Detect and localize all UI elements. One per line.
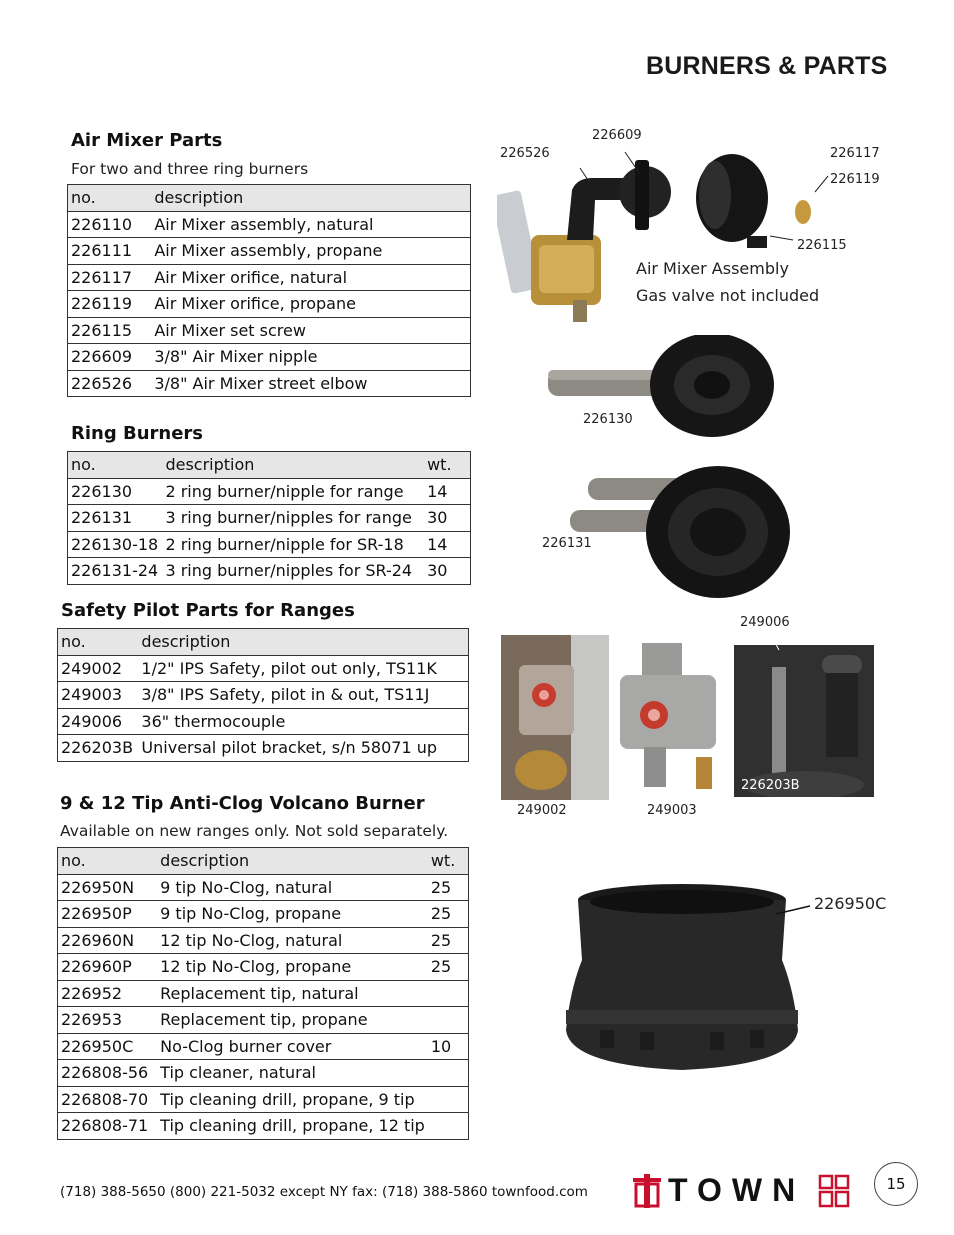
table-header-row [68, 185, 471, 212]
table-cell: 9 tip No-Clog, propane [157, 901, 428, 928]
table-cell: 226609 [68, 344, 152, 371]
safety-pilot-table [57, 628, 469, 762]
table-cell: No-Clog burner cover [157, 1033, 428, 1060]
table-cell: 2 ring burner/nipple for SR-18 [162, 531, 424, 558]
table-row [68, 317, 471, 344]
footer-contact: (718) 388-5650 (800) 221-5032 except NY fax: (718) 388-5860 townfood.com [60, 1184, 588, 1200]
table-cell: Air Mixer assembly, propane [151, 238, 470, 265]
page-title: BURNERS & PARTS [646, 52, 888, 80]
safety-249002-image [501, 635, 609, 800]
table-cell [428, 1086, 469, 1113]
caption-226526: 226526 [500, 146, 550, 161]
table-row [58, 1086, 469, 1113]
table-cell: 226950P [58, 901, 158, 928]
table-row [58, 1033, 469, 1060]
caption-226115: 226115 [797, 238, 847, 253]
table-header-cell: no. [68, 185, 152, 212]
table-row [58, 927, 469, 954]
table-cell: Air Mixer assembly, natural [151, 211, 470, 238]
caption-249003: 249003 [647, 803, 697, 818]
table-cell: 226526 [68, 370, 152, 397]
table-header-row [68, 452, 471, 479]
table-cell: 36" thermocouple [138, 708, 468, 735]
table-cell: 226950C [58, 1033, 158, 1060]
table-row [58, 682, 469, 709]
table-cell: 25 [428, 901, 469, 928]
table-cell: 226960N [58, 927, 158, 954]
table-cell [428, 980, 469, 1007]
table-cell: 10 [428, 1033, 469, 1060]
table-cell: Tip cleaning drill, propane, 9 tip [157, 1086, 428, 1113]
table-cell: Tip cleaner, natural [157, 1060, 428, 1087]
table-header-row [58, 629, 469, 656]
table-cell: 226960P [58, 954, 158, 981]
table-cell: 226952 [58, 980, 158, 1007]
table-cell: 226111 [68, 238, 152, 265]
caption-226950C: 226950C [814, 894, 887, 913]
table-row [68, 531, 471, 558]
table-cell: 30 [424, 505, 470, 532]
safety-249003-image [610, 635, 728, 800]
table-row [58, 735, 469, 762]
table-cell: 9 tip No-Clog, natural [157, 874, 428, 901]
table-cell: 226808-71 [58, 1113, 158, 1140]
table-cell: 12 tip No-Clog, natural [157, 927, 428, 954]
table-cell: 226130-18 [68, 531, 163, 558]
caption-226203B: 226203B [741, 778, 800, 793]
table-cell [428, 1060, 469, 1087]
table-header-row [58, 848, 469, 875]
caption-226117: 226117 [830, 146, 880, 161]
table-cell: 226808-70 [58, 1086, 158, 1113]
caption-226119: 226119 [830, 172, 880, 187]
volcano-leader-line [770, 900, 820, 920]
safety-pilot-heading: Safety Pilot Parts for Ranges [61, 600, 355, 621]
table-row [58, 980, 469, 1007]
table-row [68, 264, 471, 291]
table-cell [428, 1113, 469, 1140]
table-cell: 226203B [58, 735, 139, 762]
town-logo [630, 1172, 852, 1210]
ring-burners-heading: Ring Burners [71, 423, 204, 444]
air-mixer-subtitle: For two and three ring burners [71, 160, 309, 178]
table-cell: 226953 [58, 1007, 158, 1034]
table-header-cell: wt. [428, 848, 469, 875]
table-row [58, 1007, 469, 1034]
page-number: 15 [874, 1162, 918, 1206]
table-header-cell: description [157, 848, 428, 875]
caption-assembly-line1: Air Mixer Assembly [636, 259, 789, 278]
volcano-subtitle: Available on new ranges only. Not sold separately. [60, 822, 449, 840]
table-header-cell: description [162, 452, 424, 479]
table-header-cell: no. [58, 848, 158, 875]
table-cell: 249002 [58, 655, 139, 682]
table-cell: 30 [424, 558, 470, 585]
caption-226130: 226130 [583, 412, 633, 427]
table-cell: Air Mixer set screw [151, 317, 470, 344]
table-cell: 2 ring burner/nipple for range [162, 478, 424, 505]
table-cell: 3 ring burner/nipples for range [162, 505, 424, 532]
table-cell: 25 [428, 874, 469, 901]
table-cell: 25 [428, 927, 469, 954]
table-cell: 226808-56 [58, 1060, 158, 1087]
table-cell: 226131 [68, 505, 163, 532]
table-row [68, 505, 471, 532]
table-cell: 14 [424, 531, 470, 558]
table-cell: 226110 [68, 211, 152, 238]
table-row [58, 1060, 469, 1087]
table-row [58, 655, 469, 682]
table-cell: Air Mixer orifice, natural [151, 264, 470, 291]
table-cell: 226131-24 [68, 558, 163, 585]
table-row [58, 901, 469, 928]
caption-226609: 226609 [592, 128, 642, 143]
table-row [58, 708, 469, 735]
air-mixer-heading: Air Mixer Parts [71, 130, 223, 151]
caption-assembly-line2: Gas valve not included [636, 286, 820, 305]
table-cell: 226130 [68, 478, 163, 505]
table-cell: 3/8" IPS Safety, pilot in & out, TS11J [138, 682, 468, 709]
table-row [58, 874, 469, 901]
table-cell: 3/8" Air Mixer street elbow [151, 370, 470, 397]
ring-burners-table [67, 451, 471, 585]
table-row [68, 344, 471, 371]
caption-249002: 249002 [517, 803, 567, 818]
table-cell: Air Mixer orifice, propane [151, 291, 470, 318]
table-row [68, 370, 471, 397]
table-cell: 14 [424, 478, 470, 505]
thermocouple-bracket-image [734, 645, 874, 797]
table-header-cell: description [151, 185, 470, 212]
table-cell: 12 tip No-Clog, propane [157, 954, 428, 981]
table-row [68, 291, 471, 318]
table-cell: 226119 [68, 291, 152, 318]
table-cell: 3 ring burner/nipples for SR-24 [162, 558, 424, 585]
table-row [58, 954, 469, 981]
table-cell: Tip cleaning drill, propane, 12 tip [157, 1113, 428, 1140]
table-cell: 1/2" IPS Safety, pilot out only, TS11K [138, 655, 468, 682]
table-cell [428, 1007, 469, 1034]
table-row [68, 211, 471, 238]
table-cell: 226950N [58, 874, 158, 901]
logo-emblem-icon [630, 1172, 664, 1210]
table-header-cell: description [138, 629, 468, 656]
table-cell: Replacement tip, propane [157, 1007, 428, 1034]
table-cell: 3/8" Air Mixer nipple [151, 344, 470, 371]
table-row [68, 478, 471, 505]
table-header-cell: no. [58, 629, 139, 656]
table-row [58, 1113, 469, 1140]
air-mixer-table [67, 184, 471, 397]
table-cell: 226115 [68, 317, 152, 344]
table-cell: 249003 [58, 682, 139, 709]
table-row [68, 238, 471, 265]
logo-characters-icon [818, 1172, 852, 1210]
volcano-heading: 9 & 12 Tip Anti-Clog Volcano Burner [60, 793, 425, 814]
table-cell: 249006 [58, 708, 139, 735]
table-cell: 25 [428, 954, 469, 981]
air-mixer-leader-lines [500, 140, 840, 260]
table-row [68, 558, 471, 585]
caption-226131: 226131 [542, 536, 592, 551]
table-header-cell: wt. [424, 452, 470, 479]
caption-249006: 249006 [740, 615, 790, 630]
table-cell: 226117 [68, 264, 152, 291]
table-header-cell: no. [68, 452, 163, 479]
three-ring-burner-image [568, 460, 793, 600]
table-cell: Universal pilot bracket, s/n 58071 up [138, 735, 468, 762]
logo-text: TOWN [668, 1172, 806, 1208]
volcano-table [57, 847, 469, 1140]
table-cell: Replacement tip, natural [157, 980, 428, 1007]
two-ring-burner-image [540, 335, 780, 445]
